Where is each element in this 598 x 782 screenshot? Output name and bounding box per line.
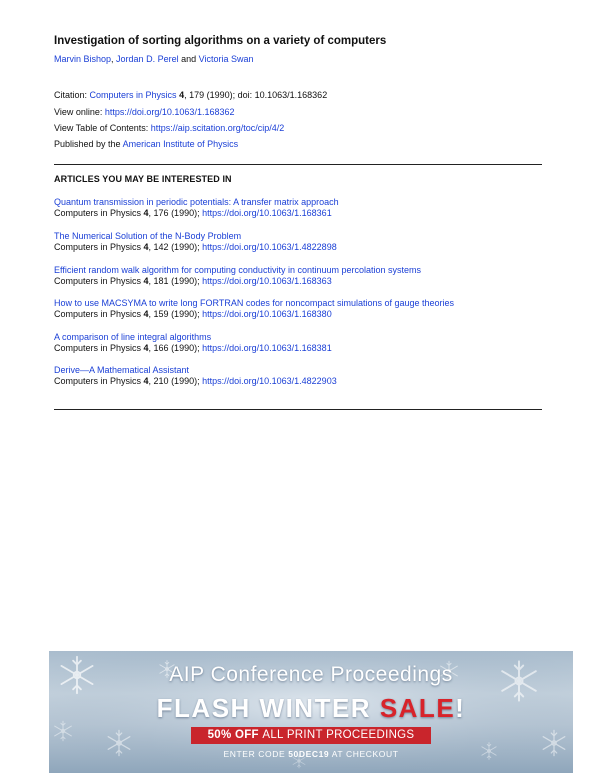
banner-sale-word: SALE xyxy=(379,693,456,723)
related-article-volume: 4 xyxy=(143,376,149,386)
banner-code-value: 50DEC19 xyxy=(288,749,330,759)
related-article-volume: 4 xyxy=(143,343,149,353)
banner-offer-scope: ALL PRINT PROCEEDINGS xyxy=(262,729,415,741)
banner-promo-code xyxy=(49,749,573,759)
related-article-volume: 4 xyxy=(143,242,149,252)
related-article xyxy=(54,231,337,253)
publisher-label: Published by the xyxy=(54,139,123,149)
related-article-volume: 4 xyxy=(143,208,149,218)
author-separator: and xyxy=(178,54,199,64)
related-article-journal: Computers in Physics xyxy=(54,276,144,286)
citation-volume: 4 xyxy=(176,90,185,100)
related-article-doi[interactable]: https://doi.org/10.1063/1.4822903 xyxy=(202,376,337,386)
view-online-label: View online: xyxy=(54,107,105,117)
related-article-volume: 4 xyxy=(143,276,149,286)
divider xyxy=(54,164,542,165)
related-article-pages: , 210 (1990); xyxy=(148,376,203,386)
banner-sale-text xyxy=(49,693,573,724)
toc-label: View Table of Contents: xyxy=(54,123,151,133)
view-online-line xyxy=(54,107,234,117)
related-article xyxy=(54,332,332,354)
related-article-doi[interactable]: https://doi.org/10.1063/1.168381 xyxy=(202,343,332,353)
related-article-title[interactable]: A comparison of line integral algorithms xyxy=(54,332,212,342)
related-article-citation xyxy=(54,343,332,354)
related-article-citation xyxy=(54,376,337,387)
related-article xyxy=(54,298,454,320)
banner-headline: AIP Conference Proceedings xyxy=(169,663,453,686)
related-article-citation xyxy=(54,242,337,253)
related-article-doi[interactable]: https://doi.org/10.1063/1.4822898 xyxy=(202,242,337,252)
related-articles-heading: ARTICLES YOU MAY BE INTERESTED IN xyxy=(54,174,232,184)
author-link[interactable]: Jordan D. Perel xyxy=(116,54,179,64)
banner-code-prefix: ENTER CODE xyxy=(223,749,289,759)
view-online-link[interactable]: https://doi.org/10.1063/1.168362 xyxy=(104,107,235,117)
related-article-pages: , 176 (1990); xyxy=(148,208,203,218)
related-article-citation xyxy=(54,276,421,287)
related-article-pages: , 142 (1990); xyxy=(148,242,203,252)
related-article-title[interactable]: How to use MACSYMA to write long FORTRAN codes for noncompact simulations of gauge theories xyxy=(54,298,455,308)
banner-sale-prefix: FLASH WINTER xyxy=(156,693,380,723)
related-article xyxy=(54,365,337,387)
paper-title: Investigation of sorting algorithms on a variety of computers xyxy=(54,35,387,47)
related-article-title[interactable]: Quantum transmission in periodic potentials: A transfer matrix approach xyxy=(54,197,339,207)
related-article-title[interactable]: Efficient random walk algorithm for computing conductivity in continuum percolation systems xyxy=(54,265,422,275)
related-article-journal: Computers in Physics xyxy=(54,309,144,319)
related-article-volume: 4 xyxy=(143,309,149,319)
related-article-title[interactable]: Derive—A Mathematical Assistant xyxy=(54,365,190,375)
citation-details: , 179 (1990); doi: 10.1063/1.168362 xyxy=(184,90,328,100)
related-article-journal: Computers in Physics xyxy=(54,242,144,252)
related-article-citation xyxy=(54,309,454,320)
related-article-pages: , 181 (1990); xyxy=(148,276,203,286)
related-article-title[interactable]: The Numerical Solution of the N-Body Problem xyxy=(54,231,242,241)
banner-offer-percent: 50% OFF xyxy=(207,729,263,741)
related-article-journal: Computers in Physics xyxy=(54,376,144,386)
banner-code-suffix: AT CHECKOUT xyxy=(329,749,399,759)
related-article-journal: Computers in Physics xyxy=(54,208,144,218)
author-list xyxy=(54,54,253,64)
related-article-pages: , 159 (1990); xyxy=(148,309,203,319)
author-link[interactable]: Marvin Bishop xyxy=(54,54,112,64)
related-article-doi[interactable]: https://doi.org/10.1063/1.168363 xyxy=(202,276,332,286)
related-article-journal: Computers in Physics xyxy=(54,343,144,353)
divider xyxy=(54,409,542,410)
publisher-line xyxy=(54,139,238,149)
related-article-doi[interactable]: https://doi.org/10.1063/1.168380 xyxy=(202,309,332,319)
related-article xyxy=(54,197,339,219)
related-article-citation xyxy=(54,208,339,219)
banner-offer-bar xyxy=(191,727,431,744)
publisher-link[interactable]: American Institute of Physics xyxy=(122,139,239,149)
author-separator: , xyxy=(111,54,117,64)
citation-line xyxy=(54,90,327,100)
journal-link[interactable]: Computers in Physics xyxy=(89,90,177,100)
citation-label: Citation: xyxy=(54,90,90,100)
toc-line xyxy=(54,123,284,133)
related-article-pages: , 166 (1990); xyxy=(148,343,203,353)
promo-banner[interactable] xyxy=(49,651,573,773)
related-article xyxy=(54,265,421,287)
toc-link[interactable]: https://aip.scitation.org/toc/cip/4/2 xyxy=(150,123,285,133)
related-article-doi[interactable]: https://doi.org/10.1063/1.168361 xyxy=(202,208,332,218)
banner-sale-suffix: ! xyxy=(455,693,466,723)
author-link[interactable]: Victoria Swan xyxy=(198,54,254,64)
